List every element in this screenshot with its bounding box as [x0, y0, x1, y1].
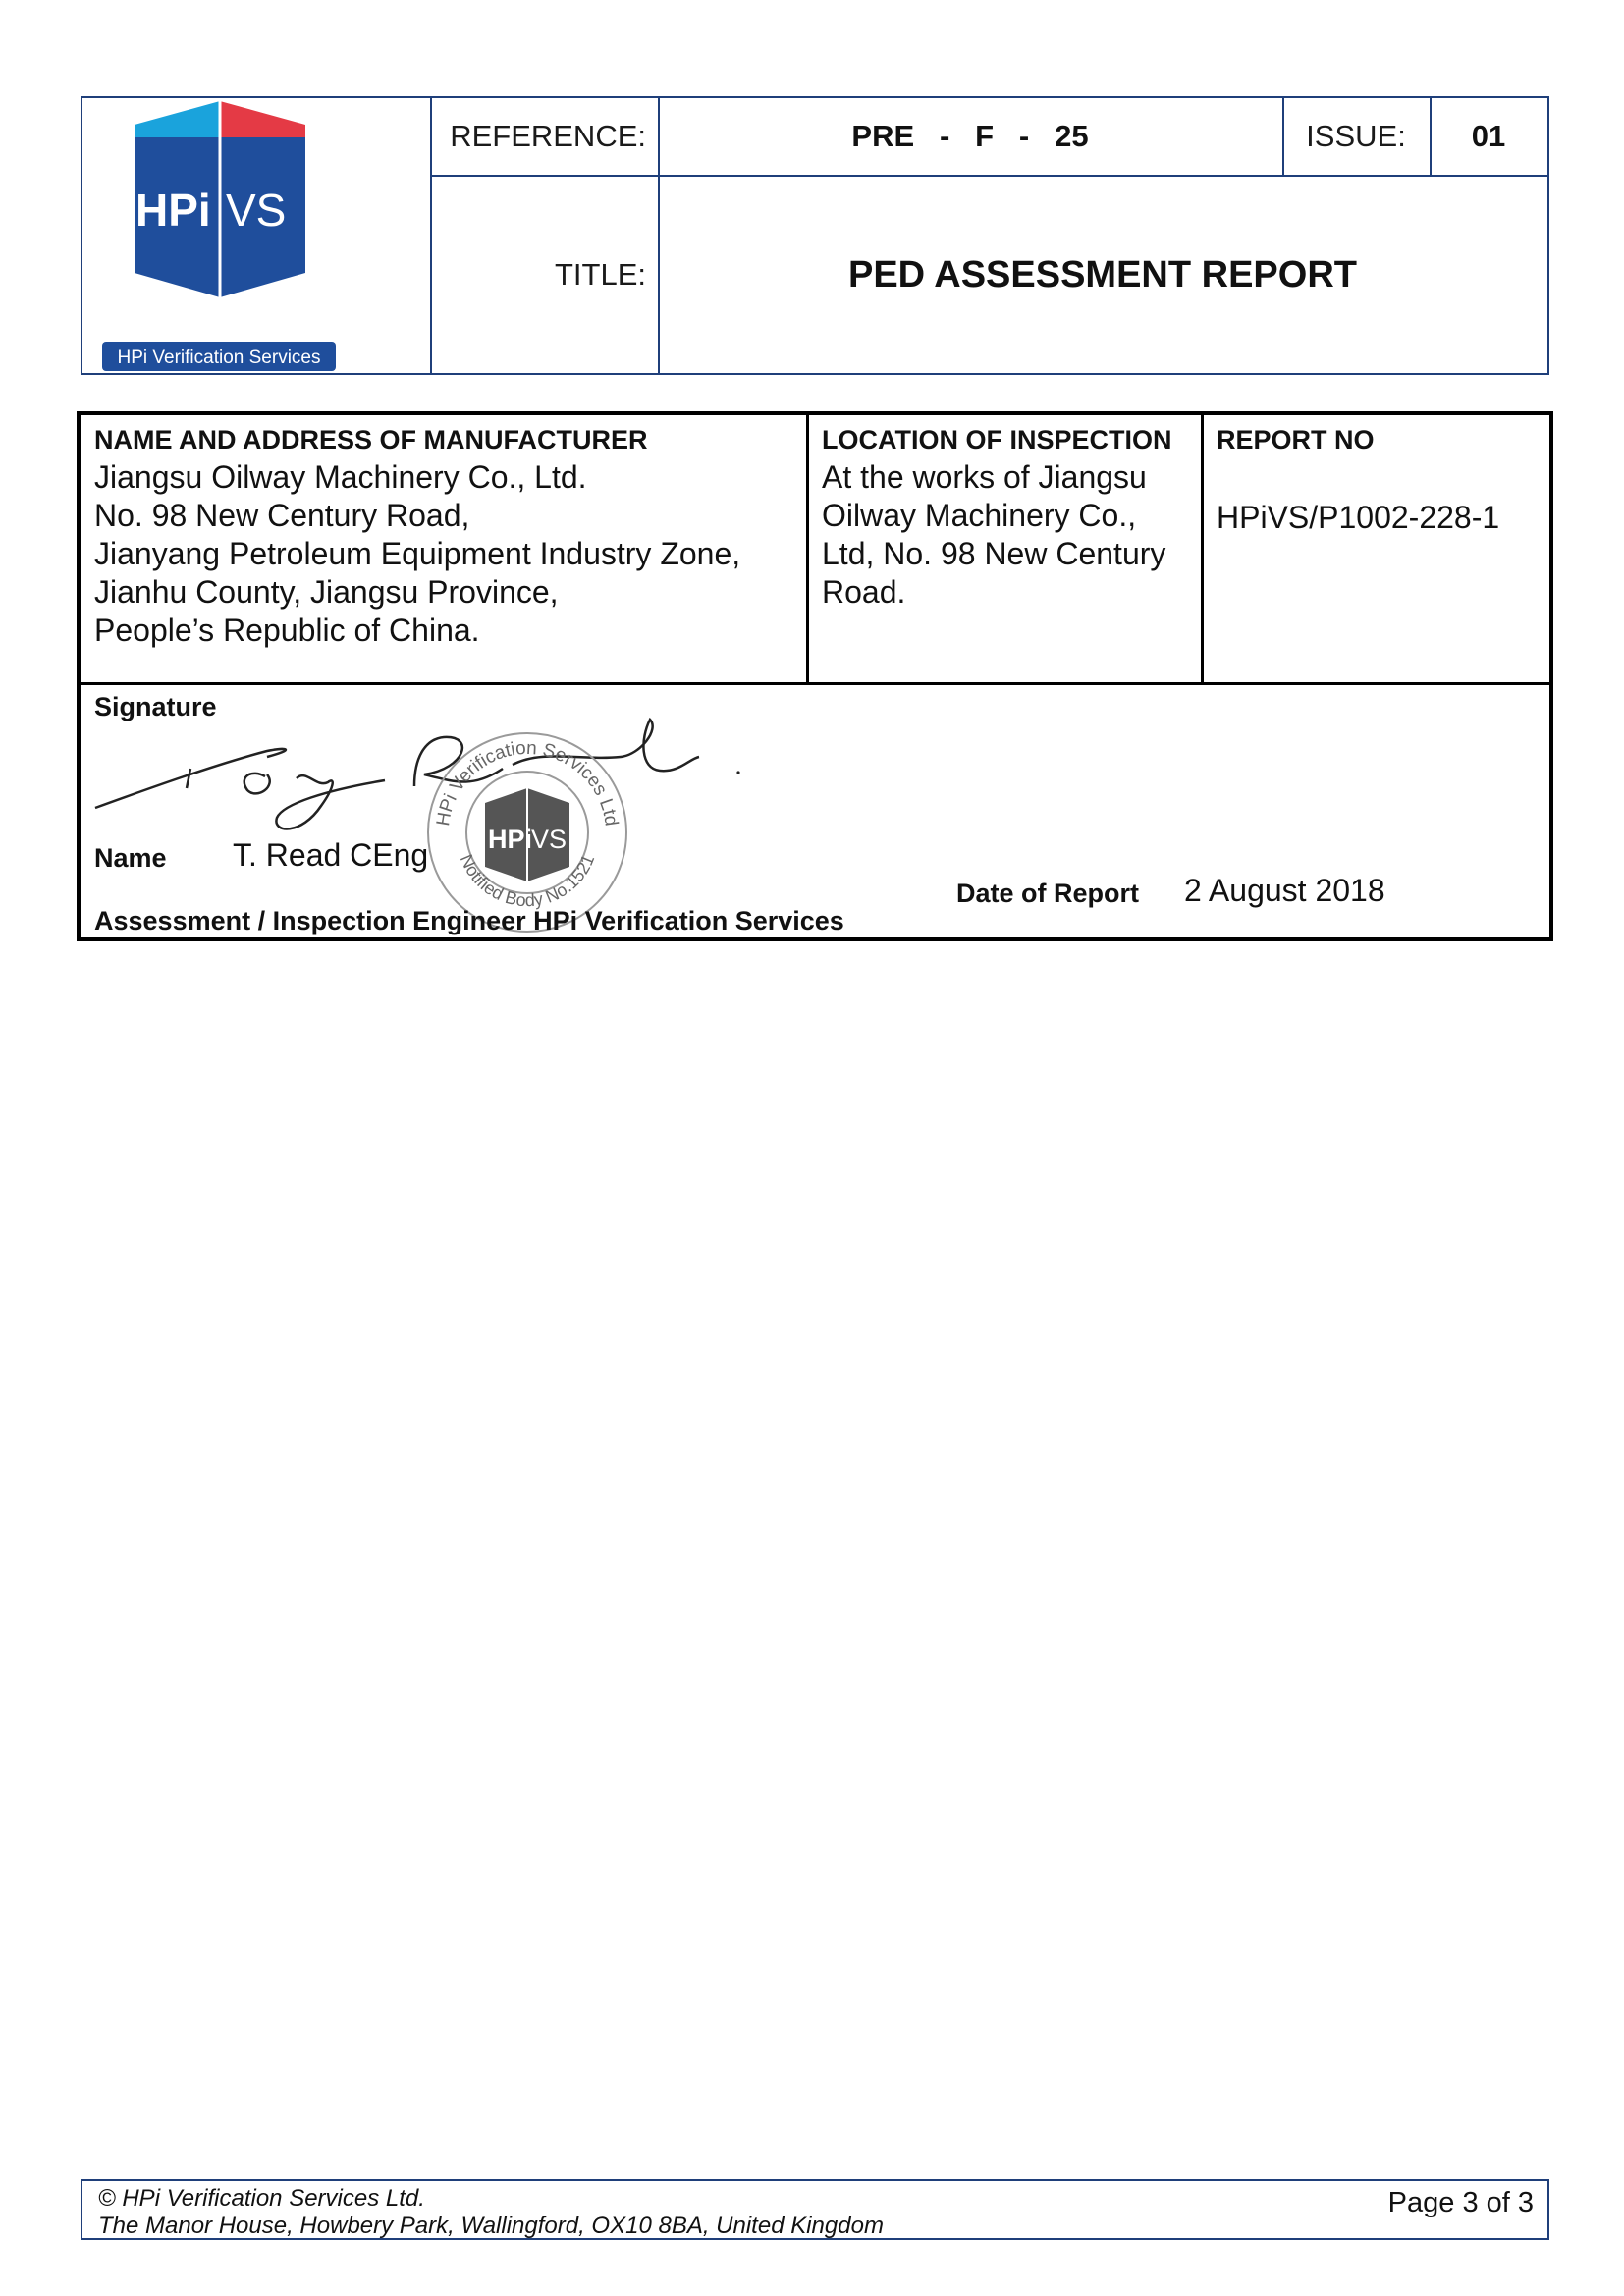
manufacturer-heading: NAME AND ADDRESS OF MANUFACTURER — [94, 425, 648, 454]
name-label: Name — [94, 843, 167, 873]
location-line: At the works of Jiangsu — [822, 459, 1147, 495]
manufacturer-line: People’s Republic of China. — [94, 613, 480, 648]
location-line: Ltd, No. 98 New Century — [822, 536, 1166, 571]
signatory-role: Assessment / Inspection Engineer HPi Verification Services — [94, 906, 844, 935]
report-no-value: HPiVS/P1002-228-1 — [1217, 500, 1500, 535]
signatory-name: T. Read CEng — [233, 837, 429, 873]
manufacturer-address — [94, 458, 740, 650]
stamp-brand-a: HPi — [488, 825, 533, 854]
logo-strap: HPi Verification Services — [117, 347, 321, 368]
logo-brand-b: VS — [226, 185, 287, 236]
manufacturer-line: Jianhu County, Jiangsu Province, — [94, 574, 559, 610]
logo-brand-a: HPi — [135, 185, 211, 236]
footer-copyright: © HPi Verification Services Ltd. — [98, 2185, 425, 2212]
report-date: 2 August 2018 — [1184, 873, 1385, 908]
company-logo — [82, 98, 430, 373]
document-header — [81, 96, 1549, 375]
location-heading: LOCATION OF INSPECTION — [822, 425, 1172, 454]
page-number: Page 3 of 3 — [1387, 2187, 1534, 2218]
date-label: Date of Report — [956, 879, 1140, 908]
location-line: Oilway Machinery Co., — [822, 498, 1137, 533]
stamp-ring-text: HPi Verification Services Ltd — [433, 737, 622, 828]
manufacturer-line: Jianyang Petroleum Equipment Industry Zone, — [94, 536, 741, 571]
page-footer — [81, 2179, 1549, 2240]
location-text — [822, 458, 1165, 612]
report-no-heading: REPORT NO — [1217, 425, 1375, 454]
reference-value: PRE - F - 25 — [851, 119, 1089, 153]
manufacturer-line: Jiangsu Oilway Machinery Co., Ltd. — [94, 459, 587, 495]
issue-label: ISSUE: — [1306, 119, 1406, 153]
reference-label: REFERENCE: — [450, 119, 646, 153]
location-line: Road. — [822, 574, 906, 610]
issue-value: 01 — [1471, 119, 1506, 153]
manufacturer-line: No. 98 New Century Road, — [94, 498, 470, 533]
signature-label: Signature — [94, 692, 217, 721]
footer-address: The Manor House, Howbery Park, Wallingford, OX10 8BA, United Kingdom — [98, 2213, 884, 2239]
stamp-bottom-text: Notified Body No.1521 — [456, 851, 599, 911]
stamp-brand-b: VS — [531, 825, 568, 854]
title-label: TITLE: — [554, 257, 646, 292]
report-info-table — [77, 411, 1553, 941]
document-title: PED ASSESSMENT REPORT — [847, 253, 1357, 295]
